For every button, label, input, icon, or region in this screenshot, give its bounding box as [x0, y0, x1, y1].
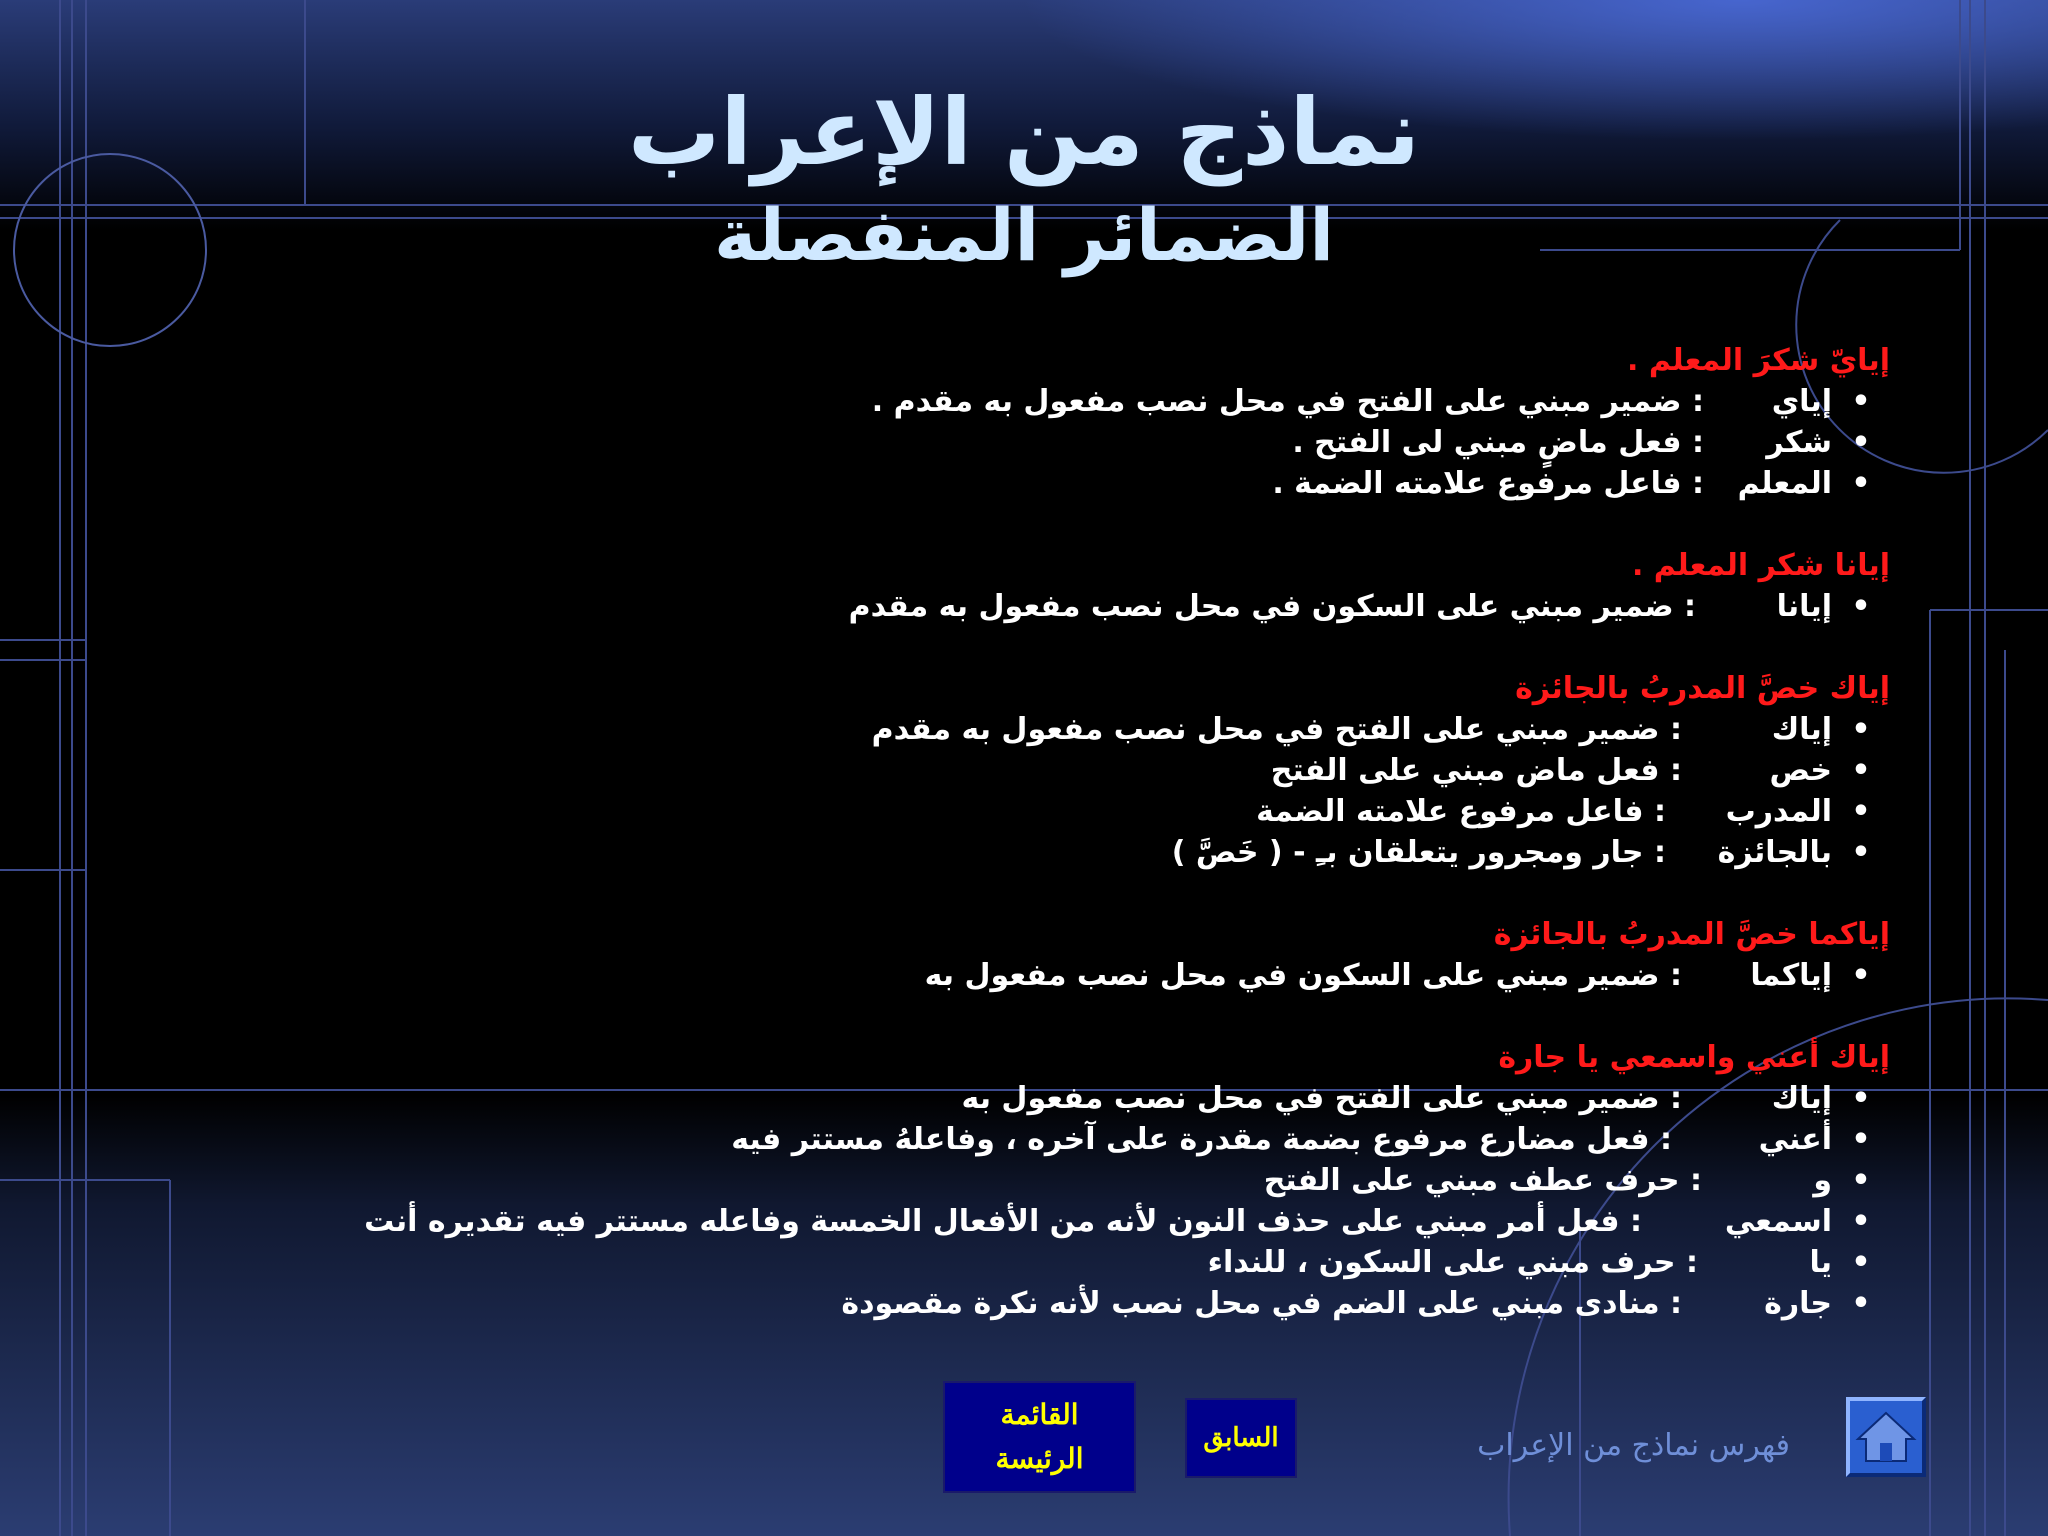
- item-desc: : فعل ماض مبني على الفتح: [1270, 753, 1682, 788]
- item-desc: : ضمير مبني على الفتح في محل نصب مفعول به مقدم .: [871, 384, 1704, 419]
- bullet-dot: •: [1851, 712, 1871, 747]
- section-heading: إيانا شكر المعلم .: [1631, 548, 1890, 583]
- home-button[interactable]: [1846, 1397, 1926, 1477]
- item-desc: : ضمير مبني على الفتح في محل نصب مفعول به: [961, 1081, 1682, 1116]
- bullet-dot: •: [1851, 466, 1871, 501]
- item-desc: : فاعل مرفوع علامته الضمة .: [1272, 466, 1704, 501]
- bullet-item: [70, 1160, 1890, 1201]
- bullet-dot: •: [1851, 794, 1871, 829]
- bullet-dot: •: [1851, 1204, 1871, 1239]
- previous-button[interactable]: السابق: [1185, 1398, 1297, 1478]
- bullet-dot: •: [1851, 1245, 1871, 1280]
- bullet-item: [70, 832, 1890, 873]
- bullet-dot: •: [1851, 1163, 1871, 1198]
- bullet-item: [70, 1201, 1890, 1242]
- item-desc: : فعل أمر مبني على حذف النون لأنه من الأفعال الخمسة وفاعله مستتر فيه تقديره أنت: [364, 1204, 1642, 1239]
- item-word: شكر: [1766, 425, 1832, 460]
- item-word: أعني: [1758, 1122, 1832, 1157]
- item-desc: : فاعل مرفوع علامته الضمة: [1256, 794, 1666, 829]
- bullet-dot: •: [1851, 589, 1871, 624]
- section-heading: إيايّ شكرَ المعلم .: [1626, 343, 1890, 378]
- section-heading: إياك أعني واسمعي يا جارة: [1498, 1040, 1890, 1075]
- bullet-item: [70, 750, 1890, 791]
- content-area: [70, 340, 1890, 1324]
- slide-subtitle: الضمائر المنفصلة: [713, 193, 1335, 277]
- section-heading: إياك خصَّ المدربُ بالجائزة: [1515, 671, 1890, 706]
- bullet-item: [70, 709, 1890, 750]
- item-desc: : حرف مبني على السكون ، للنداء: [1207, 1245, 1698, 1280]
- bullet-item: [70, 791, 1890, 832]
- item-word: بالجائزة: [1717, 835, 1832, 870]
- index-link[interactable]: فهرس نماذج من الإعراب: [1477, 1428, 1790, 1463]
- bullet-dot: •: [1851, 425, 1871, 460]
- item-word: جارة: [1764, 1286, 1832, 1321]
- item-word: المعلم: [1737, 466, 1832, 501]
- main-menu-line1: القائمة: [1000, 1398, 1079, 1431]
- item-desc: : ضمير مبني على الفتح في محل نصب مفعول به مقدم: [871, 712, 1682, 747]
- main-menu-line2: الرئيسة: [995, 1442, 1084, 1475]
- item-desc: : فعل مضارع مرفوع بضمة مقدرة على آخره ، وفاعلهُ مستتر فيه: [731, 1122, 1672, 1157]
- bullet-dot: •: [1851, 835, 1871, 870]
- item-desc: : فعل ماضٍ مبني لى الفتح .: [1292, 425, 1704, 460]
- item-word: اسمعي: [1724, 1204, 1832, 1239]
- item-word: و: [1813, 1163, 1832, 1198]
- main-menu-button[interactable]: [943, 1381, 1136, 1493]
- item-desc: : ضمير مبني على السكون في محل نصب مفعول به: [924, 958, 1682, 993]
- item-word: المدرب: [1725, 794, 1832, 829]
- item-desc: : منادى مبني على الضم في محل نصب لأنه نكرة مقصودة: [841, 1286, 1682, 1321]
- main-menu-label: [996, 1393, 1084, 1481]
- item-word: إياكما: [1750, 958, 1832, 993]
- bullet-item: [70, 422, 1890, 463]
- bullet-dot: •: [1851, 384, 1871, 419]
- bullet-dot: •: [1851, 753, 1871, 788]
- bullet-item: [70, 1078, 1890, 1119]
- bullet-item: [70, 381, 1890, 422]
- slide-title: نماذج من الإعراب: [627, 79, 1421, 186]
- bullet-item: [70, 1119, 1890, 1160]
- section-heading: إياكما خصَّ المدربُ بالجائزة: [1493, 917, 1890, 952]
- bullet-dot: •: [1851, 1081, 1871, 1116]
- bullet-item: [70, 586, 1890, 627]
- bullet-item: [70, 463, 1890, 504]
- bullet-dot: •: [1851, 1122, 1871, 1157]
- bullet-dot: •: [1851, 1286, 1871, 1321]
- item-desc: : حرف عطف مبني على الفتح: [1263, 1163, 1702, 1198]
- item-desc: : جار ومجرور يتعلقان بـِ - ( خَصَّ ): [1171, 835, 1666, 870]
- item-desc: : ضمير مبني على السكون في محل نصب مفعول به مقدم: [848, 589, 1696, 624]
- home-icon: [1850, 1401, 1922, 1473]
- item-word: إياي: [1771, 384, 1832, 419]
- item-word: إيانا: [1776, 589, 1832, 624]
- item-word: خص: [1769, 753, 1832, 788]
- bullet-item: [70, 955, 1890, 996]
- bullet-dot: •: [1851, 958, 1871, 993]
- item-word: إياك: [1771, 712, 1832, 747]
- item-word: إياك: [1771, 1081, 1832, 1116]
- item-word: يا: [1809, 1245, 1832, 1280]
- bullet-item: [70, 1242, 1890, 1283]
- bullet-item: [70, 1283, 1890, 1324]
